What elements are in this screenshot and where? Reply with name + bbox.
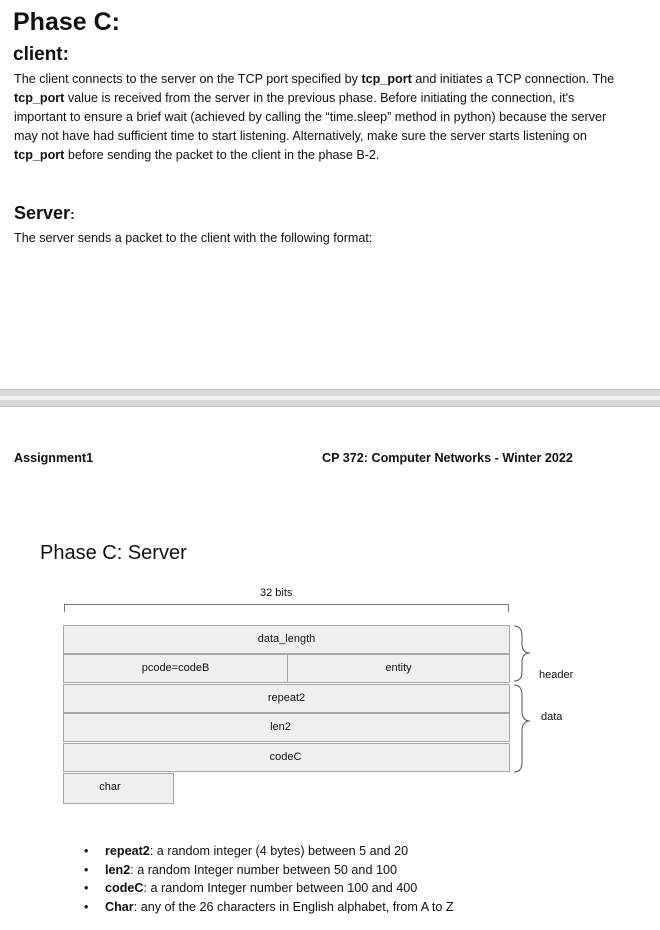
bullet-desc: : a random integer (4 bytes) between 5 and 20	[149, 844, 409, 858]
bullet-desc: : a random Integer number between 100 and 400	[143, 881, 418, 895]
bullet-term: Char	[105, 899, 134, 914]
text-run: and initiates a TCP connection. The	[411, 72, 615, 86]
server-heading-text: Server	[14, 203, 71, 223]
text-run: The client connects to the server on the TCP port specified by	[14, 72, 362, 86]
page-title: Phase C:	[13, 8, 120, 36]
codec-field: codeC	[269, 751, 302, 763]
row-codec	[63, 743, 510, 772]
list-item	[84, 898, 454, 917]
brace-graphics	[510, 624, 540, 776]
text-run: before sending the packet to the client in the phase B-2.	[64, 148, 380, 162]
data-length-field: data_length	[257, 633, 316, 645]
bullet-term: codeC	[105, 881, 144, 895]
bullet-term: len2	[105, 862, 131, 877]
bullet-desc: : a random Integer number between 50 and 100	[130, 862, 397, 877]
entity-field: entity	[385, 662, 412, 674]
client-paragraph	[14, 70, 624, 165]
text-run: value is received from the server in the previous phase. Before initiating the connection, it's important to ensure a brief wait (achieved by calling the “time.sleep” method in python) because the server may not have had sufficient time to start listening. Alternatively, make sure the server starts listening on	[14, 91, 607, 143]
server-paragraph: The server sends a packet to the client with the following format:	[14, 231, 373, 245]
bits-bracket	[64, 604, 509, 612]
bullet-desc: : any of the 26 characters in English alphabet, from A to Z	[133, 899, 454, 914]
server-heading-colon: :	[70, 206, 75, 222]
tcp-port-term: tcp_port	[14, 91, 65, 105]
header-course: CP 372: Computer Networks - Winter 2022	[322, 451, 573, 465]
bullet-term: repeat2	[105, 844, 150, 858]
len2-field: len2	[270, 721, 291, 733]
row-len2	[63, 713, 510, 742]
repeat2-field: repeat2	[267, 692, 306, 704]
client-heading: client:	[13, 44, 69, 65]
list-item	[84, 861, 454, 880]
data-brace	[514, 685, 530, 772]
list-item	[84, 879, 454, 898]
figure-title: Phase C: Server	[40, 542, 187, 564]
pcode-field: pcode=codeB	[64, 655, 288, 682]
field-descriptions	[84, 842, 454, 916]
list-item	[84, 842, 454, 861]
char-label: char	[99, 781, 121, 793]
data-label: data	[541, 711, 563, 723]
bits-label: 32 bits	[260, 587, 293, 599]
header-assignment: Assignment1	[14, 451, 94, 465]
tcp-port-term: tcp_port	[361, 72, 412, 86]
header-brace	[514, 626, 530, 681]
char-field	[63, 773, 174, 804]
row-pcode-entity	[63, 654, 510, 683]
row-repeat2	[63, 684, 510, 713]
tcp-port-term: tcp_port	[14, 148, 65, 162]
server-heading	[14, 203, 75, 224]
row-data-length	[63, 625, 510, 654]
page-break-divider	[0, 389, 660, 407]
header-label: header	[539, 669, 574, 681]
